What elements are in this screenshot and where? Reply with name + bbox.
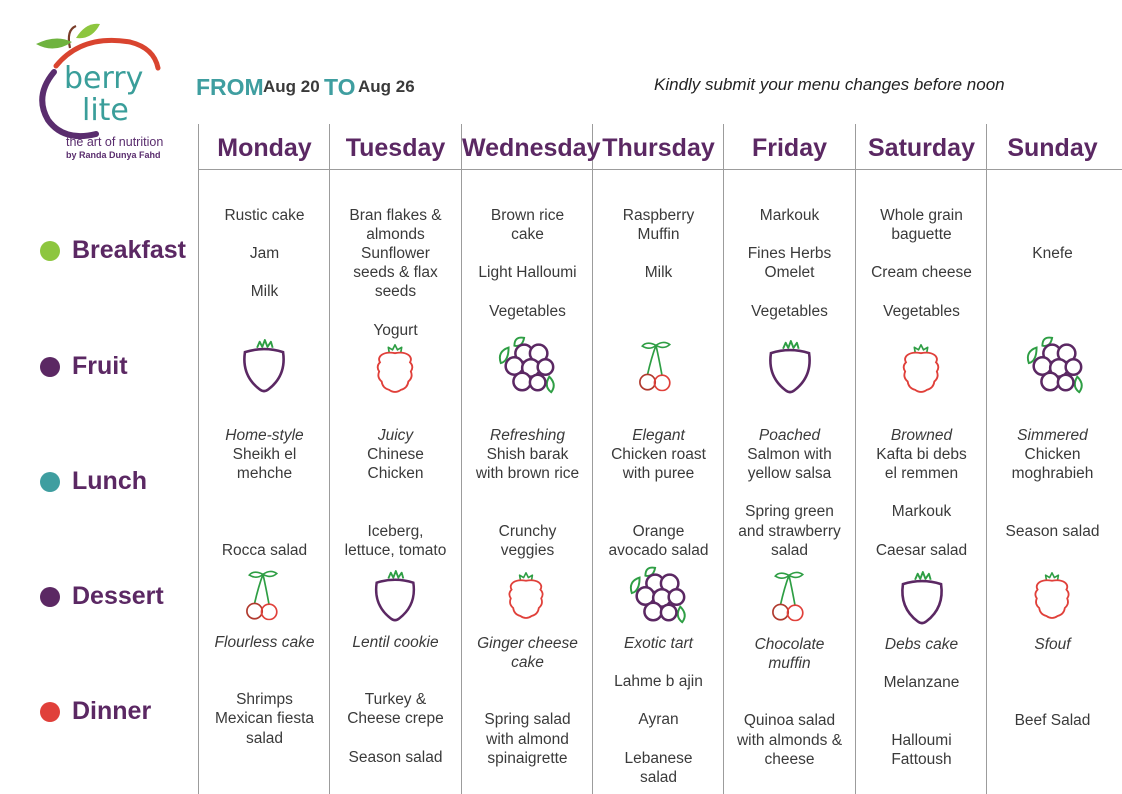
wednesday-lunch-style: Refreshing xyxy=(490,427,565,444)
saturday-lunch-side: Markouk xyxy=(891,503,952,520)
tuesday-breakfast-item: Sunflower xyxy=(361,245,430,262)
monday-breakfast-item: Jam xyxy=(249,245,280,262)
raspberry-icon xyxy=(896,340,946,398)
saturday-dessert: Debs cake xyxy=(884,636,959,653)
wednesday-lunch-side: Crunchy xyxy=(498,523,557,540)
tuesday-dinner: Cheese crepe xyxy=(347,710,444,727)
tuesday-dessert: Lentil cookie xyxy=(352,634,439,651)
friday-breakfast-item: Omelet xyxy=(764,264,815,281)
friday-dinner: with almonds & xyxy=(736,732,843,749)
sunday-lunch-style: Simmered xyxy=(1017,427,1088,444)
day-header-tuesday: Tuesday xyxy=(345,134,446,162)
sunday-dinner: Beef Salad xyxy=(1014,712,1091,729)
wednesday-dinner: spinaigrette xyxy=(487,750,568,767)
sunday-dessert: Sfouf xyxy=(1034,636,1071,653)
thursday-lunch-main: with puree xyxy=(622,465,695,482)
raspberry-icon xyxy=(1028,568,1076,624)
friday-lunch-side: Spring green xyxy=(745,503,834,520)
saturday-breakfast-item: baguette xyxy=(891,226,952,243)
wednesday-lunch-side: veggies xyxy=(500,542,555,559)
tuesday-breakfast-item: seeds & flax xyxy=(353,264,438,281)
brand-logo xyxy=(26,20,176,170)
brand-byline: by Randa Dunya Fahd xyxy=(66,150,161,160)
fruit-dot-icon xyxy=(40,357,60,377)
submission-notice: Kindly submit your menu changes before noon xyxy=(654,75,1005,94)
monday-breakfast-item: Milk xyxy=(250,283,279,300)
sunday-lunch-main: moghrabieh xyxy=(1011,465,1094,482)
friday-breakfast-item: Vegetables xyxy=(751,303,828,320)
dinner-dot-icon xyxy=(40,702,60,722)
monday-lunch-side: Rocca salad xyxy=(221,542,308,559)
day-header-saturday: Saturday xyxy=(868,134,975,162)
wednesday-lunch-main: Shish barak xyxy=(486,446,569,463)
friday-dinner: Quinoa salad xyxy=(743,712,836,729)
to-label: TO xyxy=(324,74,356,100)
friday-breakfast-item: Markouk xyxy=(759,207,820,224)
brand-name-top: berry xyxy=(64,61,144,96)
saturday-lunch-main: el remmen xyxy=(884,465,959,482)
friday-lunch-side: and strawberry xyxy=(738,523,841,540)
cherries-icon xyxy=(766,563,812,629)
friday-lunch-main: yellow salsa xyxy=(747,465,832,482)
tuesday-breakfast-item: almonds xyxy=(366,226,425,243)
wednesday-lunch-main: with brown rice xyxy=(475,465,580,482)
blueberries-icon xyxy=(626,564,690,628)
day-header-sunday: Sunday xyxy=(1007,134,1098,162)
sunday-breakfast-item: Knefe xyxy=(1032,245,1073,262)
saturday-breakfast-item: Vegetables xyxy=(883,303,960,320)
thursday-breakfast-item: Muffin xyxy=(637,226,680,243)
raspberry-icon xyxy=(502,568,550,624)
monday-lunch-main: mehche xyxy=(236,465,293,482)
cherries-icon xyxy=(633,333,679,399)
friday-lunch-style: Poached xyxy=(758,427,821,444)
brand-tagline: the art of nutrition xyxy=(66,135,164,149)
strawberry-purple-icon xyxy=(764,337,816,397)
thursday-dinner: Lahme b ajin xyxy=(614,673,703,690)
saturday-breakfast-item: Cream cheese xyxy=(871,264,972,281)
saturday-dinner: Halloumi xyxy=(891,732,952,749)
blueberries-icon xyxy=(1023,334,1087,398)
thursday-dinner: salad xyxy=(639,769,678,786)
dessert-dot-icon xyxy=(40,587,60,607)
breakfast-dot-icon xyxy=(40,241,60,261)
monday-lunch-main: Sheikh el xyxy=(232,446,297,463)
wednesday-breakfast-item: Vegetables xyxy=(489,303,566,320)
strawberry-purple-icon xyxy=(238,336,290,396)
tuesday-dinner-side: Season salad xyxy=(348,749,443,766)
strawberry-purple-icon xyxy=(896,568,948,628)
monday-breakfast-item: Rustic cake xyxy=(224,207,305,224)
from-date: Aug 20 xyxy=(263,77,320,96)
wednesday-dinner: Spring salad xyxy=(484,711,571,728)
tuesday-lunch-side: Iceberg, xyxy=(367,523,424,540)
sunday-lunch-main: Chicken xyxy=(1024,446,1081,463)
thursday-lunch-style: Elegant xyxy=(632,427,685,444)
thursday-lunch-main: Chicken roast xyxy=(611,446,706,463)
lunch-dot-icon xyxy=(40,472,60,492)
day-header-friday: Friday xyxy=(751,134,828,162)
tuesday-lunch-main: Chicken xyxy=(367,465,424,482)
tuesday-lunch-main: Chinese xyxy=(367,446,424,463)
monday-dinner: salad xyxy=(245,730,284,747)
friday-dinner: cheese xyxy=(764,751,815,768)
to-date: Aug 26 xyxy=(358,77,415,96)
wednesday-dessert: cake xyxy=(511,654,544,671)
tuesday-breakfast-item: seeds xyxy=(374,283,417,300)
wednesday-breakfast-item: Light Halloumi xyxy=(478,264,577,281)
saturday-lunch-style: Browned xyxy=(890,427,953,444)
tuesday-dinner: Turkey & xyxy=(364,691,427,708)
wednesday-dinner: with almond xyxy=(486,731,569,748)
friday-lunch-main: Salmon with xyxy=(747,446,832,463)
friday-breakfast-item: Fines Herbs xyxy=(747,245,832,262)
friday-dessert: Chocolate xyxy=(754,636,825,653)
raspberry-icon xyxy=(370,340,420,398)
monday-lunch-style: Home-style xyxy=(225,427,304,444)
day-header-thursday: Thursday xyxy=(602,134,715,162)
tuesday-lunch-side: lettuce, tomato xyxy=(344,542,447,559)
wednesday-dessert: Ginger cheese xyxy=(477,635,578,652)
saturday-breakfast-item: Whole grain xyxy=(880,207,963,224)
from-label: FROM xyxy=(196,74,264,100)
tuesday-lunch-style: Juicy xyxy=(377,427,414,444)
strawberry-purple-icon xyxy=(370,567,420,625)
thursday-lunch-side: Orange xyxy=(632,523,685,540)
day-header-monday: Monday xyxy=(217,134,312,162)
saturday-dinner: Fattoush xyxy=(891,751,952,768)
sunday-lunch-side: Season salad xyxy=(1005,523,1100,540)
day-header-wednesday: Wednesday xyxy=(462,134,601,162)
wednesday-breakfast-item: cake xyxy=(511,226,544,243)
thursday-lunch-side: avocado salad xyxy=(608,542,709,559)
wednesday-breakfast-item: Brown rice xyxy=(490,207,565,224)
monday-dessert: Flourless cake xyxy=(214,634,315,651)
saturday-dinner: Melanzane xyxy=(883,674,960,691)
thursday-breakfast-item: Raspberry xyxy=(622,207,695,224)
thursday-dessert: Exotic tart xyxy=(624,635,693,652)
friday-lunch-side: salad xyxy=(770,542,809,559)
friday-dessert: muffin xyxy=(768,655,811,672)
brand-name-bottom: lite xyxy=(82,93,129,128)
tuesday-breakfast-extra: Yogurt xyxy=(373,322,418,339)
cherries-icon xyxy=(240,563,286,627)
tuesday-breakfast-item: Bran flakes & xyxy=(349,207,442,224)
thursday-dinner: Lebanese xyxy=(624,750,693,767)
monday-dinner: Shrimps xyxy=(236,691,293,708)
blueberries-icon xyxy=(495,334,559,398)
thursday-breakfast-item: Milk xyxy=(644,264,673,281)
saturday-lunch-main: Kafta bi debs xyxy=(876,446,967,463)
header-divider xyxy=(199,169,1122,170)
saturday-lunch-side: Caesar salad xyxy=(875,542,968,559)
thursday-dinner: Ayran xyxy=(638,711,679,728)
monday-dinner: Mexican fiesta xyxy=(214,710,315,727)
